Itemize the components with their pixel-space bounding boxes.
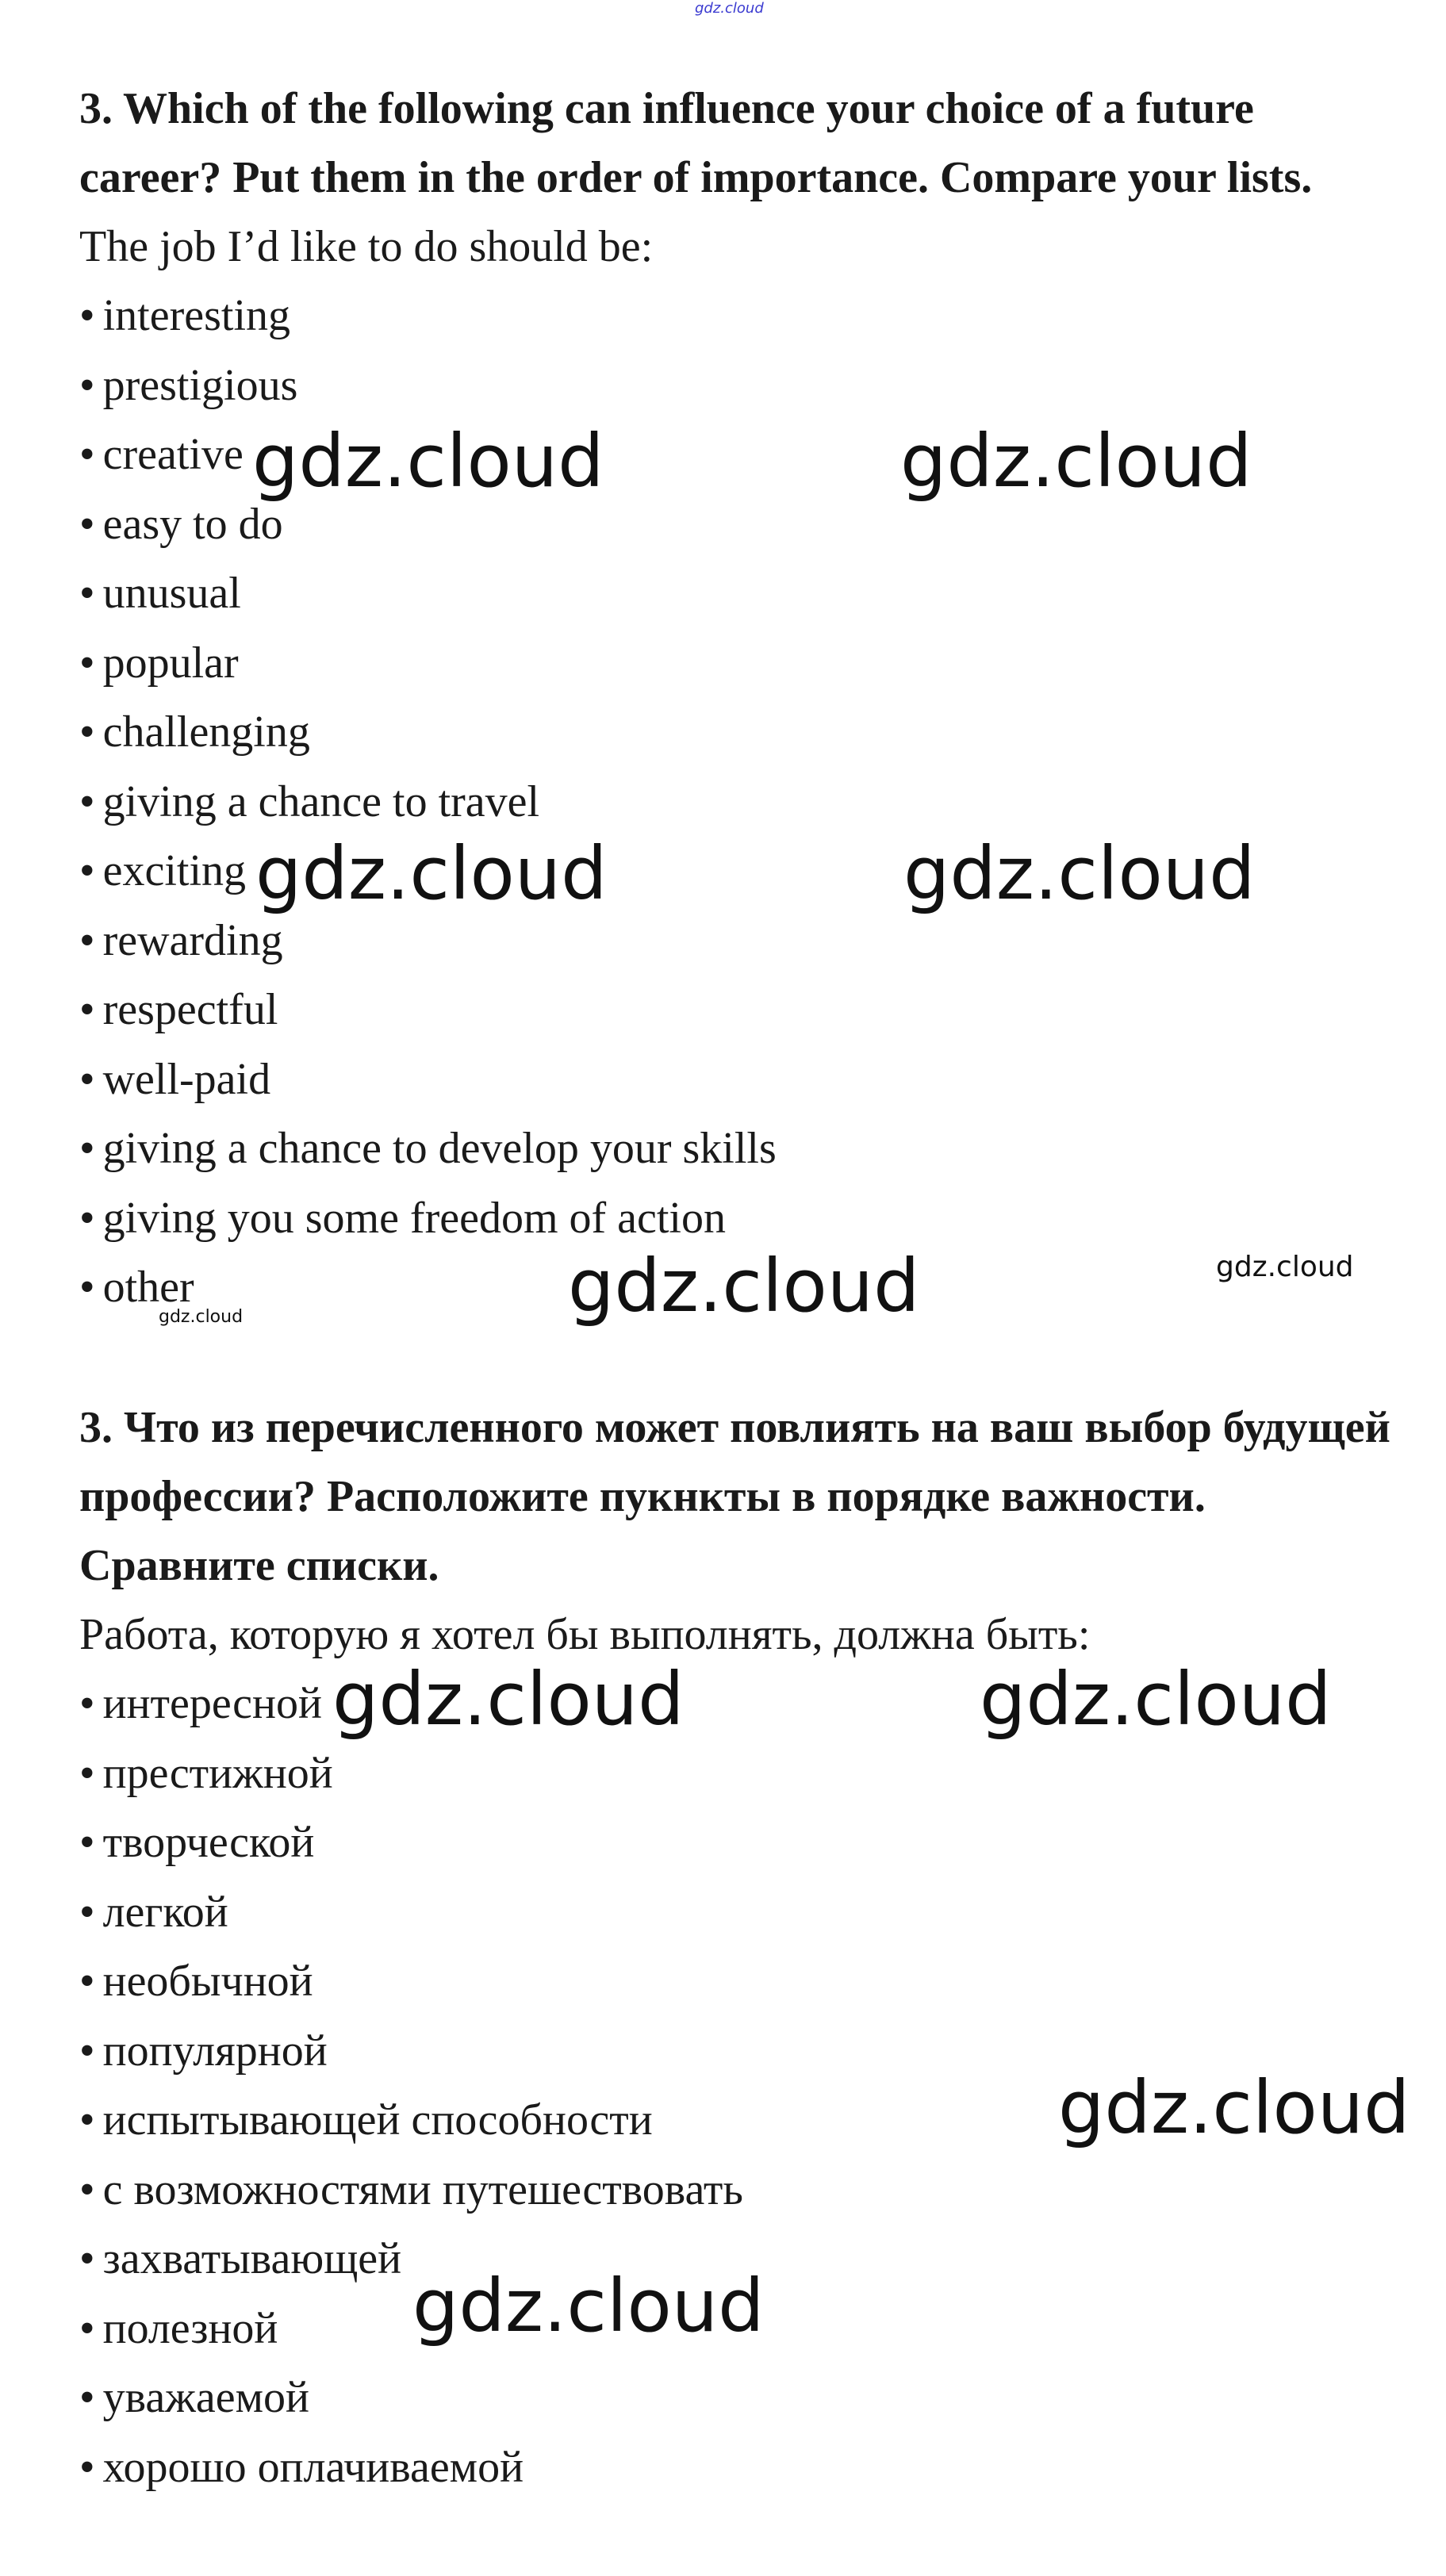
bullet-icon: • — [79, 2026, 95, 2076]
list-item: • exciting — [79, 846, 246, 895]
top-watermark: gdz.cloud — [695, 0, 764, 17]
watermark: gdz.cloud — [252, 419, 604, 504]
bullet-icon: • — [79, 360, 95, 410]
watermark: gdz.cloud — [900, 419, 1252, 504]
russian-intro: Работа, которую я хотел бы выполнять, должна быть: — [79, 1610, 1091, 1659]
watermark: gdz.cloud — [412, 2264, 765, 2348]
list-item: • интересной — [79, 1679, 322, 1728]
bullet-icon: • — [79, 707, 95, 757]
bullet-icon: • — [79, 638, 95, 688]
list-item: • giving a chance to travel — [79, 776, 540, 826]
list-item: • respectful — [79, 985, 278, 1034]
list-item: • захватывающей — [79, 2234, 402, 2283]
list-item: • giving you some freedom of action — [79, 1193, 726, 1243]
list-item: • полезной — [79, 2303, 278, 2353]
list-item: • giving a chance to develop your skills — [79, 1124, 777, 1173]
list-item: • необычной — [79, 1957, 313, 2006]
bullet-icon: • — [79, 291, 95, 340]
watermark: gdz.cloud — [903, 831, 1256, 916]
bullet-icon: • — [79, 1818, 95, 1867]
bullet-icon: • — [79, 569, 95, 618]
bullet-icon: • — [79, 2442, 95, 2492]
bullet-icon: • — [79, 776, 95, 826]
bullet-icon: • — [79, 1679, 95, 1728]
bullet-icon: • — [79, 1124, 95, 1173]
list-item: • легкой — [79, 1887, 228, 1937]
list-item: • challenging — [79, 707, 310, 757]
bullet-icon: • — [79, 1748, 95, 1798]
bullet-icon: • — [79, 915, 95, 965]
list-item: • interesting — [79, 291, 290, 340]
bullet-icon: • — [79, 2164, 95, 2214]
watermark: gdz.cloud — [1058, 2065, 1410, 2150]
bullet-icon: • — [79, 985, 95, 1034]
list-item: • творческой — [79, 1818, 315, 1867]
watermark: gdz.cloud — [1216, 1251, 1354, 1283]
list-item: • с возможностями путешествовать — [79, 2164, 743, 2214]
watermark: gdz.cloud — [159, 1307, 244, 1327]
english-heading: 3. Which of the following can influence your choice of a future career? Put them in the order of importance. Compare your lists. — [79, 84, 1313, 202]
bullet-icon: • — [79, 1054, 95, 1104]
list-item: • well-paid — [79, 1054, 271, 1104]
watermark: gdz.cloud — [332, 1657, 685, 1742]
list-item: • rewarding — [79, 915, 283, 965]
list-item: • easy to do — [79, 499, 283, 549]
list-item: • other — [79, 1263, 194, 1312]
list-item: • испытывающей способности — [79, 2095, 653, 2145]
watermark: gdz.cloud — [980, 1657, 1332, 1742]
list-item: • prestigious — [79, 360, 298, 410]
english-section — [79, 75, 1396, 1328]
list-item: • популярной — [79, 2026, 328, 2076]
bullet-icon: • — [79, 1887, 95, 1937]
watermark: gdz.cloud — [568, 1244, 920, 1328]
bullet-icon: • — [79, 1957, 95, 2006]
bullet-icon: • — [79, 1263, 95, 1312]
list-item: • creative — [79, 430, 244, 479]
list-item: • хорошо оплачиваемой — [79, 2442, 524, 2492]
bullet-icon: • — [79, 430, 95, 479]
list-item: • unusual — [79, 569, 241, 618]
bullet-icon: • — [79, 1193, 95, 1243]
russian-heading: 3. Что из перечисленного может повлиять на ваш выбор будущей профессии? Расположите пукнкты в порядке важности. Сравните списки. — [79, 1403, 1390, 1590]
list-item: • popular — [79, 638, 239, 688]
bullet-icon: • — [79, 2373, 95, 2422]
list-item: • престижной — [79, 1748, 333, 1798]
watermark: gdz.cloud — [255, 831, 608, 916]
bullet-icon: • — [79, 2095, 95, 2145]
bullet-icon: • — [79, 2234, 95, 2283]
list-item: • уважаемой — [79, 2373, 309, 2422]
bullet-icon: • — [79, 846, 95, 895]
bullet-icon: • — [79, 2303, 95, 2353]
bullet-icon: • — [79, 499, 95, 549]
english-intro: The job I’d like to do should be: — [79, 222, 654, 271]
